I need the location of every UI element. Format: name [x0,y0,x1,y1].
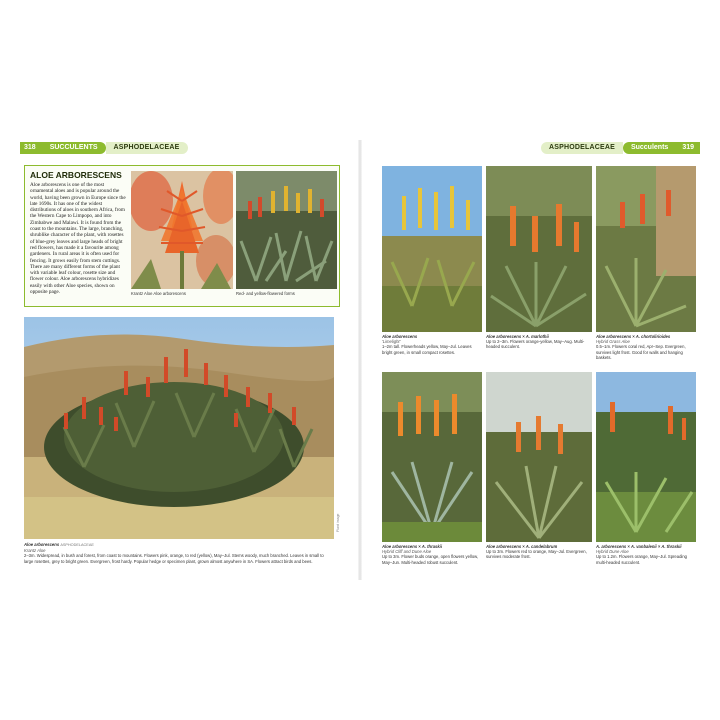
caption-limelight: Aloe arborescens 'Limelight' 1–2m tall. Flowerheads yellow, May–Jul. Leaves bright green, in small compact rosettes. [382,334,472,355]
intro-box [24,165,340,307]
thraskii-hybrid-image [382,372,482,542]
caption-thraskii-hybrid: Aloe arborescens × A. thraskii Hybrid Cliff and Dune Aloe Up to 3m. Flower buds orange, open flowers yellow, May–Jun. Multi-headed robust succulent. [382,544,479,565]
aloe-flower-closeup-image [131,171,233,289]
photo-aloe-arborescens-landscape [24,317,334,539]
intro-text: Aloe arborescens is one of the most ornamental aloes and is popular around the world, having been grown in Europe since the late 1690s. It has one of the widest distributions of aloes in southern Africa, from the Western Cape to Limpopo, and into Zimbabwe and Malawi. It is found from the coast to the mountains. The large, branching, shrublike character of the plant, with rosettes of blue-grey leaves and large heads of bright red flowers, has made it a favourite among gardeners. In rural areas it is often used for fencing. It grows easily from stem cuttings. There are many different forms of the plant with variable leaf colour, rosette size and flower colour. Aloe arborescens hybridizes easily with other Aloe species, shown on opposite page. [30,182,126,296]
landscape-caption-desc: 2–3m. Widespread, in bush and forest, from coast to mountains. Flowers pink, orange, to red (yellow), May–Jul. Stems woody, much branched. Leaves in small to large rosettes, grey to bright green. Evergreen, frost hardy. Popular hedge or specimen plant, grown almost anywhere in SA. Flowers attract birds and bees. [24,553,324,564]
vanbalenii-hybrid-image [596,372,696,542]
book-spread [20,140,700,580]
aloe-forms-image [236,171,337,289]
photo-red-yellow-caption: Red- and yellow-flowered forms [236,291,295,296]
photo-chortolirioides-hybrid [596,166,696,332]
family-label-left: ASPHODELACEAE [106,142,188,154]
photo-red-yellow-forms [236,171,337,289]
photo-krantz-aloe-caption: Krantz Aloe Aloe arborescens [131,291,186,296]
family-label-right: ASPHODELACEAE [541,142,623,154]
caption-marlothii-hybrid: Aloe arborescens × A. marlothii Up to 2–3m. Flowers orange-yellow, May–Aug. Multi-headed succulent. [486,334,585,350]
intro-title: ALOE ARBORESCENS [30,170,122,180]
page-number-right: 319 [676,142,700,154]
photo-vanbalenii-hybrid [596,372,696,542]
photo-krantz-aloe [131,171,233,289]
photo-thraskii-hybrid [382,372,482,542]
section-label-left: SUCCULENTS [42,142,106,154]
landscape-caption-common: Krantz Aloe [24,548,46,554]
caption-chortolirioides-hybrid: Aloe arborescens × A. chortolirioides Hybrid Grass Aloe 0.5–1m. Flowers coral red, Apr–Sep. Evergreen, survives light frost. Good for walls and hanging baskets. [596,334,686,360]
limelight-image [382,166,482,332]
candelabrum-hybrid-image [486,372,592,542]
right-header [541,142,700,154]
photo-marlothii-hybrid [486,166,592,332]
section-label-right: Succulents [623,142,676,154]
photo-candelabrum-hybrid [486,372,592,542]
aloe-landscape-image [24,317,334,539]
chortolirioides-hybrid-image [596,166,696,332]
left-header [20,142,188,154]
left-page [20,140,360,580]
right-page [360,140,700,580]
landscape-family-tag: ASPHODELACEAE [60,543,94,547]
landscape-caption [24,542,334,564]
marlothii-hybrid-image [486,166,592,332]
landscape-caption-name: Aloe arborescens ASPHODELACEAE [24,542,94,547]
landscape-photo-credit: Plant image [336,513,340,532]
caption-candelabrum-hybrid: Aloe arborescens × A. candelabrum Up to 3m. Flowers red to orange, May–Jul. Evergreen, survives moderate frost. [486,544,587,560]
page-number-left: 318 [20,142,42,154]
caption-vanbalenii-hybrid: A. arborescens × A. vanbalenii × A. thraskii Hybrid Dune Aloe Up to 1.2m. Flowers orange, May–Jul. Spreading multi-headed succulent. [596,544,688,565]
photo-limelight [382,166,482,332]
